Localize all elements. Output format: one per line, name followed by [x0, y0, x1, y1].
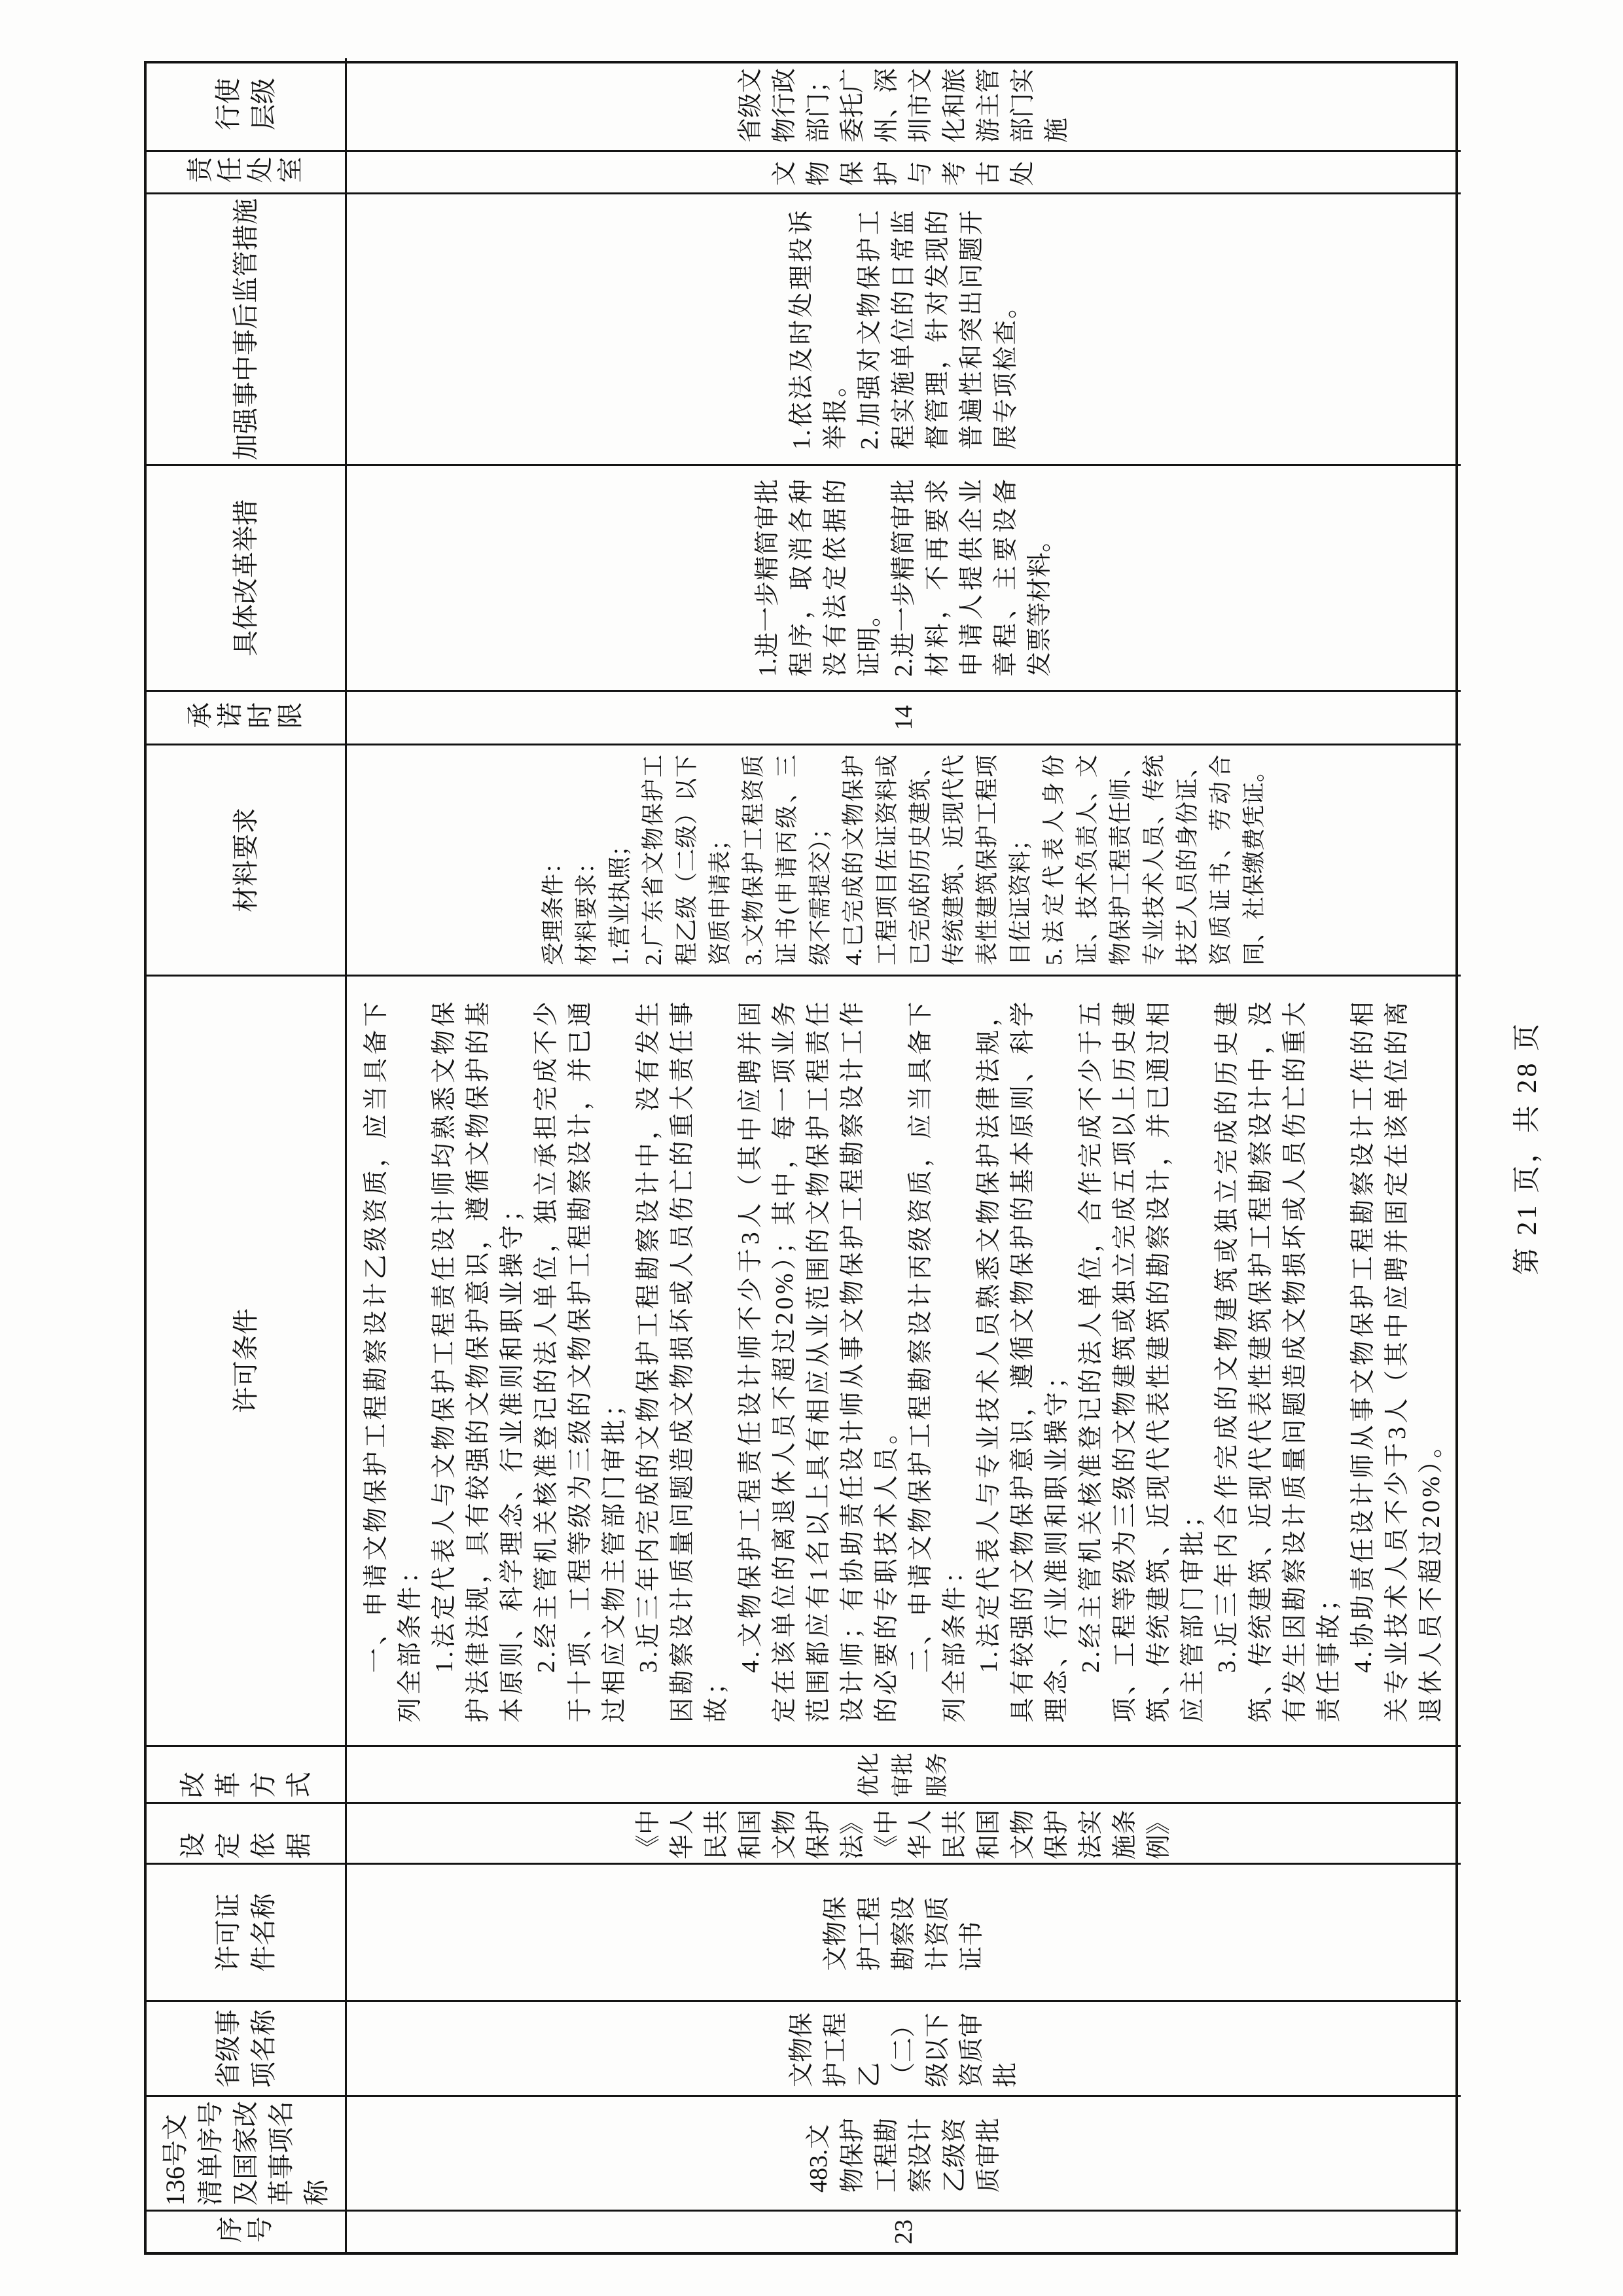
- material-requirement-line: 5.法定代表人身份证、技术负责人、文物保护工程责任师、专业技术人员、传统技艺人员的身份证、资质证书、劳动合同、社保缴费凭证。: [1041, 755, 1267, 965]
- header-supervision-measures-label: 加强事中事后监管措施: [230, 198, 260, 460]
- reform-measure-item: 1.进一步精简审批程序，取消各种没有法定依据的证明。: [754, 479, 883, 677]
- supervision-measure-item: 2.加强对文物保护工程实施单位的日常监督管理，针对发现的普遍性和突出问题开展专项检查。: [856, 209, 1020, 450]
- cell-reform-method: [347, 1745, 1461, 1802]
- material-requirement-line: 材料要求：: [574, 850, 599, 965]
- header-reform-measures: 具体改革举措: [147, 464, 347, 690]
- cell-promise-time-limit: [347, 690, 1461, 744]
- approval-items-table: [144, 61, 1458, 2255]
- permit-condition-paragraph: 3.近三年内合作完成的文物建筑或独立完成的历史建筑、传统建筑、近现代代表性建筑保护工程勘察设计中，没有发生因勘察设计质量问题造成文物损坏或人员伤亡的重大责任事故；: [1213, 999, 1343, 1723]
- header-legal-basis-label: 设定依据: [177, 1833, 313, 1859]
- legal-basis-value: 《中华人民共和国文物保护法》《中华人民共和国文物保护法实施条例》: [635, 1809, 1173, 1859]
- cell-certificate-name: [347, 1863, 1461, 2000]
- header-provincial-item: [147, 2000, 347, 2095]
- reform-method-value: 优化审批服务: [857, 1753, 950, 1797]
- header-certificate-name: [147, 1863, 347, 2000]
- page-number-footer: 第 21 页，共 28 页: [1512, 1021, 1543, 1276]
- header-exercise-level-label: 行使层级: [213, 78, 278, 130]
- header-promise-time-limit: 承诺时限: [147, 690, 347, 744]
- cell-material-requirements: [347, 744, 1461, 975]
- cell-serial-no: [347, 2210, 1461, 2252]
- cell-responsible-office: [347, 150, 1461, 192]
- cell-provincial-item: [347, 2000, 1461, 2095]
- permit-condition-paragraph: 1.法定代表人与文物保护工程责任设计师均熟悉文物保护法律法规，具有较强的文物保护意识，遵循文物保护的基本原则、科学理念、行业准则和职业操守；: [431, 999, 526, 1723]
- material-requirement-line: 1.营业执照；: [607, 833, 633, 965]
- certificate-name-value: 文物保护工程勘察设计资质证书: [822, 1896, 986, 1971]
- header-material-requirements: 材料要求: [147, 744, 347, 975]
- header-national-item: [147, 2095, 347, 2210]
- header-responsible-office: 责任处室: [147, 150, 347, 192]
- header-certificate-name-label: 许可证件名称: [213, 1893, 278, 1972]
- material-requirement-line: 受理条件：: [541, 850, 566, 965]
- header-national-item-label: 136号文清单序号及国家改革事项名称: [160, 2101, 331, 2206]
- header-permit-conditions: 许可条件: [147, 975, 347, 1745]
- promise-time-limit-value: 14: [890, 705, 918, 730]
- permit-condition-paragraph: 4.文物保护工程责任设计师不少于3人（其中应聘并固定在该单位的离退休人员不超过20%）；其中，每一项业务范围都应有1名以上具有相应从业范围的文物保护工程责任设计师；有协助责任设计师从事文物保护工程勘察设计工作的必要的专职技术人员。: [737, 999, 901, 1723]
- permit-condition-paragraph: 1.法定代表人与专业技术人员熟悉文物保护法律法规，具有较强的文物保护意识，遵循文物保护的基本原则、科学理念、行业准则和职业操守；: [975, 999, 1071, 1723]
- material-requirement-line: 4.已完成的文物保护工程项目佐证资料或已完成的历史建筑、传统建筑、近现代代表性建筑保护工程项目佐证资料；: [841, 755, 1033, 965]
- reform-measure-item: 2.进一步精简审批材料，不再要求申请人提供企业章程、主要设备发票等材料。: [890, 479, 1054, 677]
- exercise-level-value: 省级文物行政部门；委托广州、深圳市文化和旅游主管部门实施: [737, 67, 1071, 143]
- material-requirement-line: 3.文物保护工程资质证书(申请丙级、三级不需提交）；: [741, 755, 833, 965]
- permit-condition-paragraph: 2.经主管机关核准登记的法人单位，独立承担完成不少于十项、工程等级为三级的文物保护工程勘察设计，并已通过相应文物主管部门审批；: [533, 999, 628, 1723]
- provincial-item-value: 文物保护工程乙（二）级以下资质审批: [788, 2012, 1020, 2087]
- cell-national-item: [347, 2095, 1461, 2210]
- header-provincial-item-label: 省级事项名称: [213, 2009, 278, 2088]
- national-item-value: 483.文物保护工程勘察设计乙级资质审批: [805, 2117, 1003, 2193]
- header-serial-no: 序号: [147, 2210, 347, 2252]
- permit-condition-paragraph: 2.经主管机关核准登记的法人单位，合作完成不少于五项、工程等级为三级的文物建筑或独立完成五项以上历史建筑、传统建筑、近现代代表性建筑的勘察设计，并已通过相应主管部门审批；: [1077, 999, 1207, 1723]
- header-exercise-level: [147, 58, 347, 150]
- supervision-measure-item: 1.依法及时处理投诉举报。: [788, 209, 849, 450]
- cell-reform-measures: [347, 464, 1461, 690]
- cell-legal-basis: [347, 1802, 1461, 1863]
- cell-supervision-measures: [347, 192, 1461, 464]
- header-reform-method: [147, 1745, 347, 1802]
- permit-condition-paragraph: 一、申请文物保护工程勘察设计乙级资质，应当具备下列全部条件：: [363, 999, 424, 1723]
- responsible-office-value: 文物保护与考古处: [771, 160, 1037, 186]
- header-legal-basis: [147, 1802, 347, 1863]
- permit-condition-paragraph: 4.协助责任设计师从事文物保护工程勘察设计工作的相关专业技术人员不少于3人（其中应聘并固定在该单位的离退休人员不超过20%）。: [1349, 999, 1445, 1723]
- header-supervision-measures: [147, 192, 347, 464]
- header-reform-method-label: 改革方式: [177, 1772, 313, 1798]
- cell-exercise-level: [347, 58, 1461, 150]
- permit-condition-paragraph: 二、申请文物保护工程勘察设计丙级资质，应当具备下列全部条件：: [907, 999, 969, 1723]
- cell-permit-conditions: [347, 975, 1461, 1745]
- permit-condition-paragraph: 3.近三年内完成的文物保护工程勘察设计中，没有发生因勘察设计质量问题造成文物损坏或人员伤亡的重大责任事故；: [635, 999, 730, 1723]
- material-requirement-line: 2.广东省文物保护工程乙级（二级）以下资质申请表；: [641, 755, 733, 965]
- serial-no-value: 23: [890, 2219, 918, 2244]
